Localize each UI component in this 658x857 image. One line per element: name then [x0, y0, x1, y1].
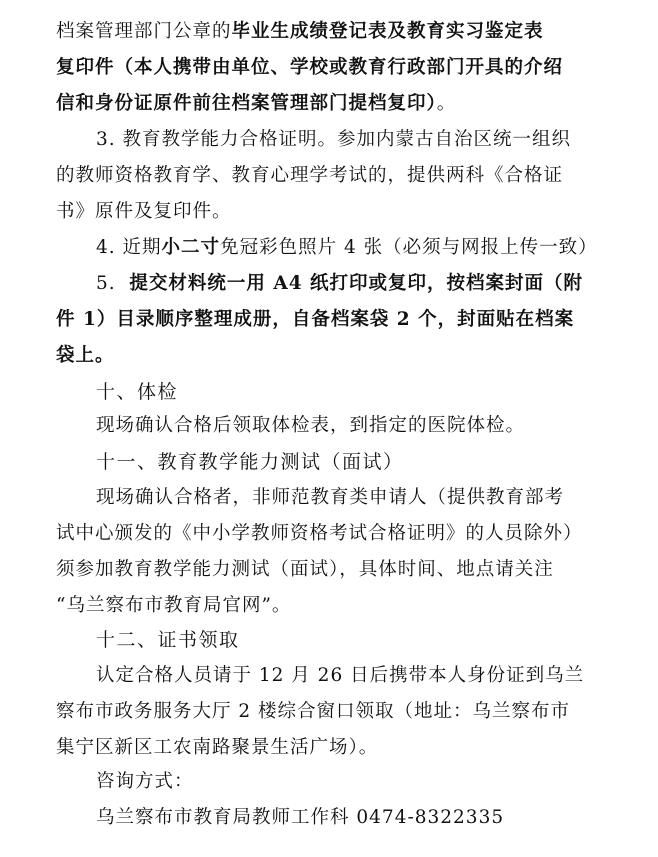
section10-body: 现场确认合格后领取体检表，到指定的医院体检。 [96, 415, 526, 436]
section11-body-line-3: 须参加教育教学能力测试（面试），具体时间、地点请关注 [56, 559, 554, 580]
item5-line-2: 件 1）目录顺序整理成册，自备档案袋 2 个，封面贴在档案 [56, 309, 575, 330]
section10-heading: 十、体检 [96, 381, 179, 403]
item3-line-1: 3. 教育教学能力合格证明。参加内蒙古自治区统一组织 [96, 129, 572, 150]
item5-line-3: 袋上。 [56, 345, 115, 366]
section12-body-line-2: 察布市政务服务大厅 2 楼综合窗口领取（地址：乌兰察布市 [56, 701, 571, 722]
item4-text-c: 免冠彩色照片 4 张（必须与网报上传一致） [220, 237, 598, 258]
item4-line [96, 236, 598, 260]
section12-heading: 十二、证书领取 [96, 629, 240, 651]
consult-contact: 乌兰察布市教育局教师工作科 0474-8322335 [96, 807, 505, 828]
p1-text-e: 。 [436, 93, 457, 114]
item5-text-1: 提交材料统一用 A4 纸打印或复印，按档案封面（附 [129, 273, 584, 294]
item5-line-1 [96, 272, 583, 296]
p1-line-1 [56, 20, 544, 44]
p1-text-a: 档案管理部门公章的 [56, 21, 232, 42]
p1-text-d-bold: 信和身份证原件前往档案管理部门提档复印） [56, 93, 437, 114]
section11-body-line-1: 现场确认合格者，非师范教育类申请人（提供教育部考 [96, 487, 565, 508]
item3-line-3: 书》原件及复印件。 [56, 201, 232, 222]
section12-body-line-3: 集宁区新区工农南路聚景生活广场）。 [56, 737, 379, 758]
item3-line-2: 的教师资格教育学、教育心理学考试的，提供两科《合格证 [56, 165, 564, 186]
p1-line-2: 复印件（本人携带由单位、学校或教育行政部门开具的介绍 [56, 57, 564, 78]
section11-body-line-4: “乌兰察布市教育局官网”。 [56, 595, 292, 616]
section12-body-line-1: 认定合格人员请于 12 月 26 日后携带本人身份证到乌兰 [96, 665, 585, 686]
item4-text-a: 4. 近期 [96, 237, 162, 258]
p1-line-3 [56, 92, 456, 116]
p1-text-b-bold: 毕业生成绩登记表及教育实习鉴定表 [231, 21, 544, 42]
section11-heading: 十一、教育教学能力测试（面试） [96, 451, 404, 473]
item5-number: 5. [96, 273, 116, 294]
consult-label: 咨询方式： [96, 771, 194, 792]
item4-text-b-bold: 小二寸 [161, 237, 221, 258]
section11-body-line-2: 试中心颁发的《中小学教师资格考试合格证明》的人员除外） [56, 523, 583, 544]
